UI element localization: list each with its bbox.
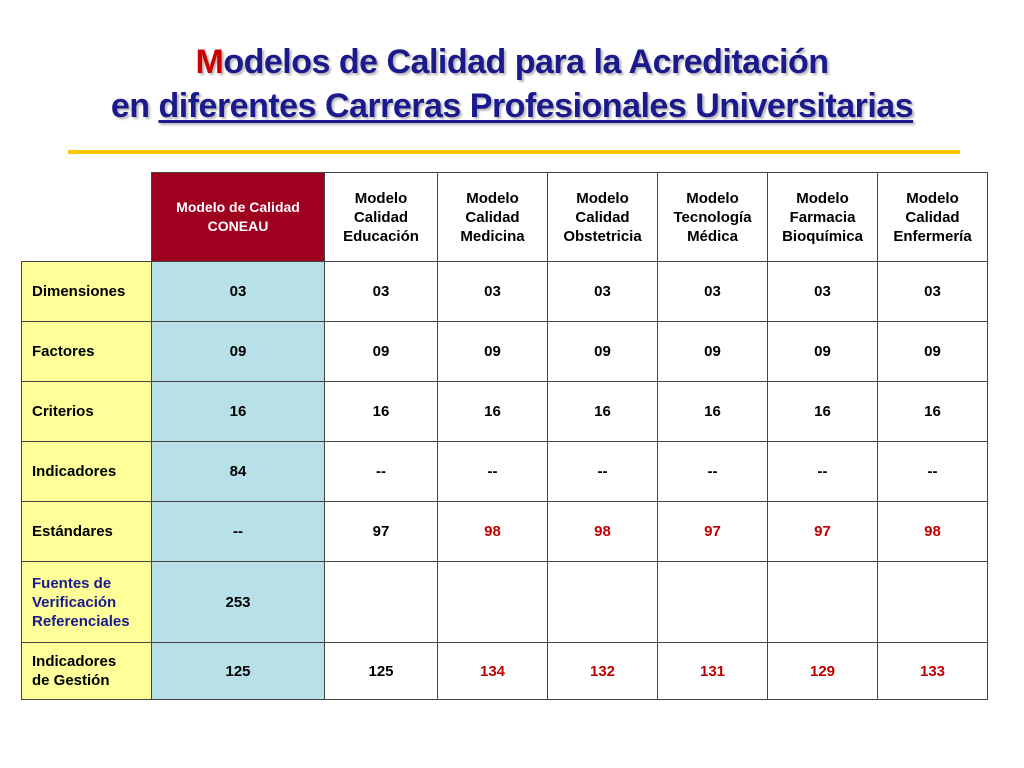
table-cell: 03 [658,262,768,322]
table-cell: -- [658,442,768,502]
table-cell: 16 [768,382,878,442]
table-cell [768,562,878,643]
table-corner [22,173,152,262]
table-cell: 253 [152,562,325,643]
title-line-2-underlined: diferentes Carreras Profesionales Universitarias [158,87,914,125]
row-label-text: Factores [32,343,95,360]
row-label [22,322,152,382]
column-header [152,173,325,262]
table-cell: 98 [438,502,548,562]
table-cell: 03 [768,262,878,322]
comparison-table [21,172,988,700]
column-header-text: Modelo Calidad Obstetricia [563,189,642,245]
table-cell: -- [438,442,548,502]
table-cell: 129 [768,643,878,700]
row-label-text: Fuentes de Verificación Referenciales [32,574,130,630]
column-header-text: Modelo Farmacia Bioquímica [782,189,863,245]
table-cell: 16 [878,382,988,442]
column-header [878,173,988,262]
column-header-text: Modelo Calidad Educación [343,189,419,245]
table-cell: 16 [658,382,768,442]
table-cell: 133 [878,643,988,700]
table-cell: 131 [658,643,768,700]
row-label [22,442,152,502]
table-row [22,502,988,562]
table-cell: 03 [325,262,438,322]
table-cell: 16 [438,382,548,442]
column-header [325,173,438,262]
table-cell [325,562,438,643]
table-cell: 09 [878,322,988,382]
column-header-text: Modelo Calidad Enfermería [893,189,972,245]
row-label [22,643,152,700]
table-cell [878,562,988,643]
table-cell: 16 [152,382,325,442]
table-row [22,322,988,382]
column-header-text: Modelo de Calidad CONEAU [176,199,300,234]
table-cell: 16 [548,382,658,442]
table-cell: -- [768,442,878,502]
column-header [658,173,768,262]
table-cell: 03 [878,262,988,322]
title-line-2 [0,84,1024,128]
title-line-2-prefix: en [110,87,159,125]
table-cell: 125 [152,643,325,700]
title-initial: M [195,43,224,81]
column-header [548,173,658,262]
table-cell: 98 [548,502,658,562]
table-cell [438,562,548,643]
table-cell [548,562,658,643]
row-label [22,382,152,442]
table-cell: 09 [438,322,548,382]
table-cell: 84 [152,442,325,502]
table-cell: 09 [325,322,438,382]
row-label [22,262,152,322]
table-cell: -- [548,442,658,502]
table-cell: -- [325,442,438,502]
table-row [22,643,988,700]
column-header-text: Modelo Tecnología Médica [673,189,752,245]
column-header-text: Modelo Calidad Medicina [460,189,525,245]
row-label-text: Indicadores de Gestión [32,653,117,689]
table-cell: 134 [438,643,548,700]
table-cell: 09 [152,322,325,382]
table-cell: 16 [325,382,438,442]
row-label [22,562,152,643]
table-cell: 125 [325,643,438,700]
table-cell: 97 [768,502,878,562]
row-label [22,502,152,562]
column-header [438,173,548,262]
table-row [22,262,988,322]
slide-title [0,40,1024,128]
table-cell [658,562,768,643]
title-line-1 [0,40,1024,84]
table-cell: -- [152,502,325,562]
table-cell: 97 [325,502,438,562]
table-cell: 132 [548,643,658,700]
row-label-text: Dimensiones [32,283,126,300]
table-header-row [22,173,988,262]
row-label-text: Indicadores [32,463,117,480]
table-cell: 09 [768,322,878,382]
table-cell: 98 [878,502,988,562]
row-label-text: Estándares [32,523,113,540]
table-cell: 03 [152,262,325,322]
table-row [22,382,988,442]
table-cell: -- [878,442,988,502]
table-body [22,262,988,700]
title-divider [68,150,960,154]
column-header [768,173,878,262]
table-cell: 03 [438,262,548,322]
table-row [22,442,988,502]
table-cell: 03 [548,262,658,322]
table-cell: 09 [658,322,768,382]
table-cell: 09 [548,322,658,382]
title-line-1-text: odelos de Calidad para la Acreditación [223,43,829,81]
row-label-text: Criterios [32,403,94,420]
table-row [22,562,988,643]
table-cell: 97 [658,502,768,562]
